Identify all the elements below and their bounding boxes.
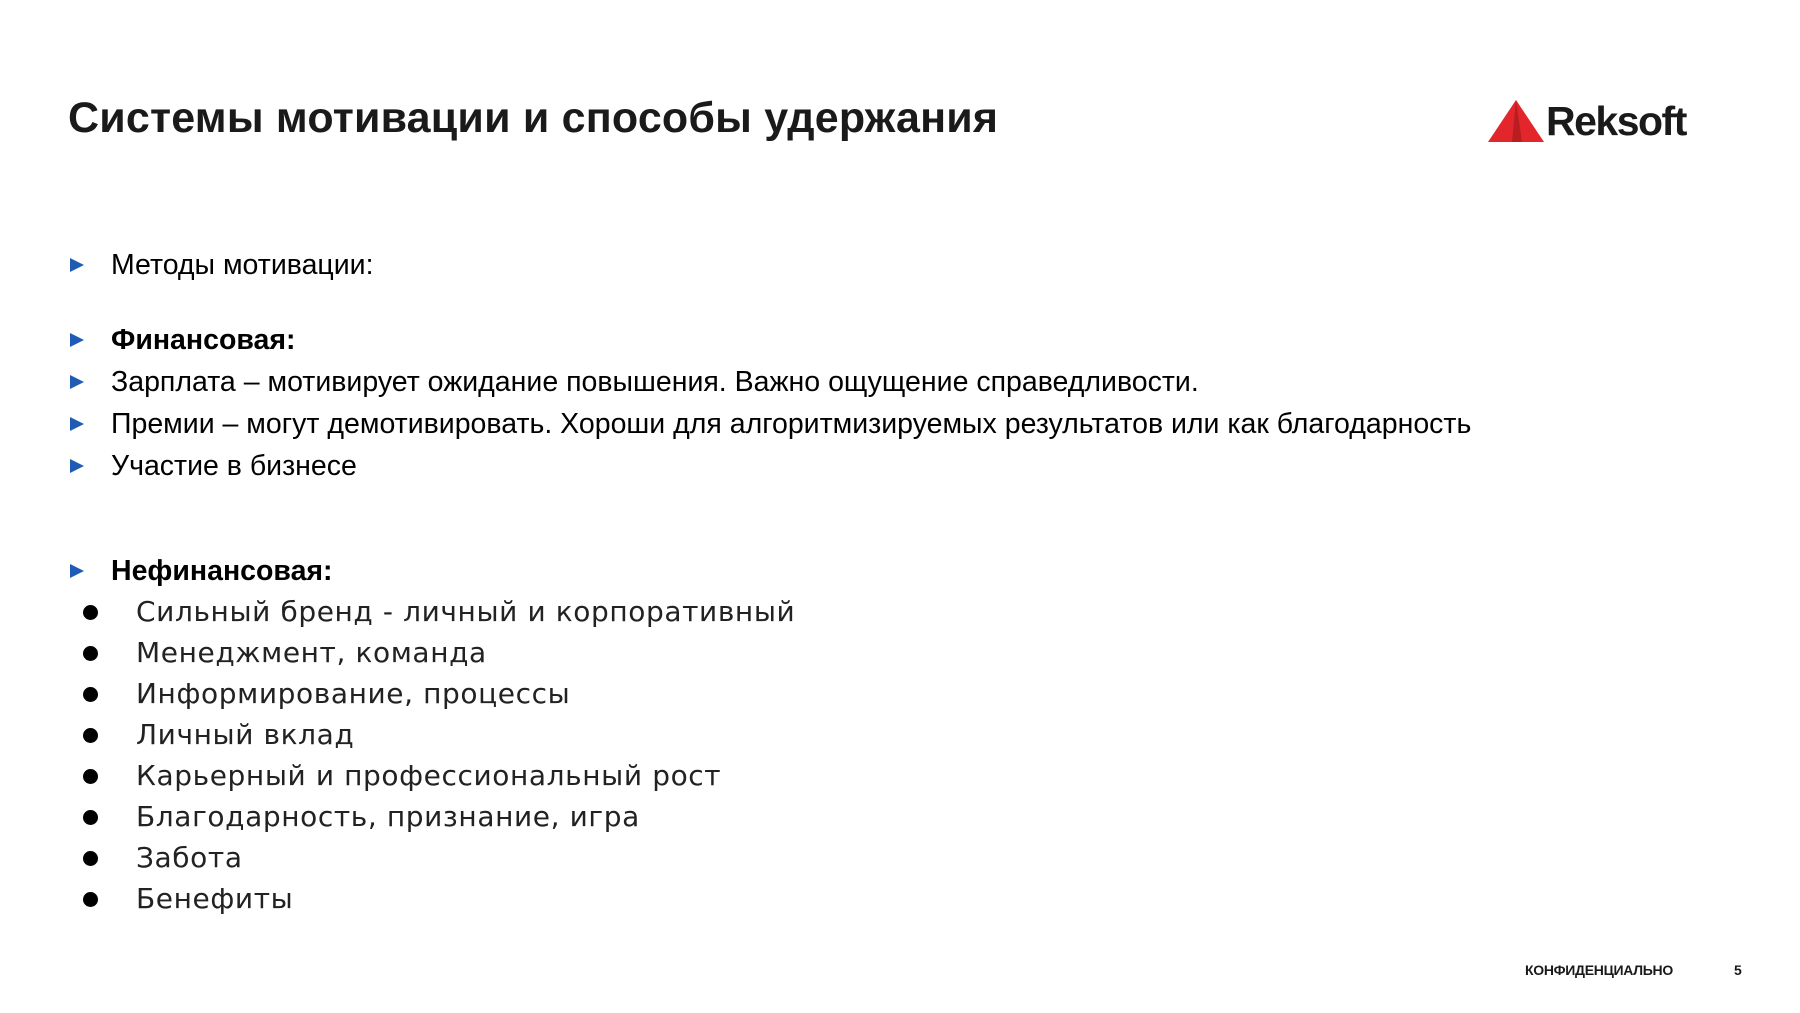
non-financial-item-text: Карьерный и профессиональный рост — [136, 759, 722, 792]
page-number: 5 — [1734, 962, 1742, 978]
methods-heading-text: Методы мотивации: — [111, 249, 374, 281]
non-financial-item-text: Информирование, процессы — [136, 677, 571, 710]
round-bullet-icon — [83, 769, 98, 784]
triangle-bullet-icon — [70, 564, 84, 578]
round-bullet-icon — [83, 728, 98, 743]
financial-item-text: Премии – могут демотивировать. Хороши для алгоритмизируемых результатов или как благодарность — [111, 408, 1472, 440]
round-bullet-icon — [83, 810, 98, 825]
non-financial-item-text: Сильный бренд - личный и корпоративный — [136, 595, 796, 628]
non-financial-item-text: Менеджмент, команда — [136, 636, 487, 669]
financial-heading-text: Финансовая: — [111, 324, 296, 356]
non-financial-heading-text: Нефинансовая: — [111, 555, 333, 587]
triangle-bullet-icon — [70, 459, 84, 473]
non-financial-item-text: Забота — [136, 841, 243, 874]
round-bullet-icon — [83, 892, 98, 907]
round-bullet-icon — [83, 646, 98, 661]
reksoft-logo — [1488, 100, 1718, 146]
slide-title: Системы мотивации и способы удержания — [68, 94, 999, 142]
triangle-logo-icon — [1488, 100, 1544, 142]
round-bullet-icon — [83, 687, 98, 702]
financial-item-text: Участие в бизнесе — [111, 450, 357, 482]
non-financial-item-text: Бенефиты — [136, 882, 294, 915]
financial-item-text: Зарплата – мотивирует ожидание повышения. Важно ощущение справедливости. — [111, 366, 1199, 398]
triangle-bullet-icon — [70, 333, 84, 347]
non-financial-item-text: Личный вклад — [136, 718, 355, 751]
confidential-label: КОНФИДЕНЦИАЛЬНО — [1525, 962, 1673, 978]
round-bullet-icon — [83, 851, 98, 866]
triangle-bullet-icon — [70, 258, 84, 272]
logo-text: Reksoft — [1546, 98, 1686, 144]
triangle-bullet-icon — [70, 375, 84, 389]
round-bullet-icon — [83, 605, 98, 620]
non-financial-item-text: Благодарность, признание, игра — [136, 800, 640, 833]
triangle-bullet-icon — [70, 417, 84, 431]
